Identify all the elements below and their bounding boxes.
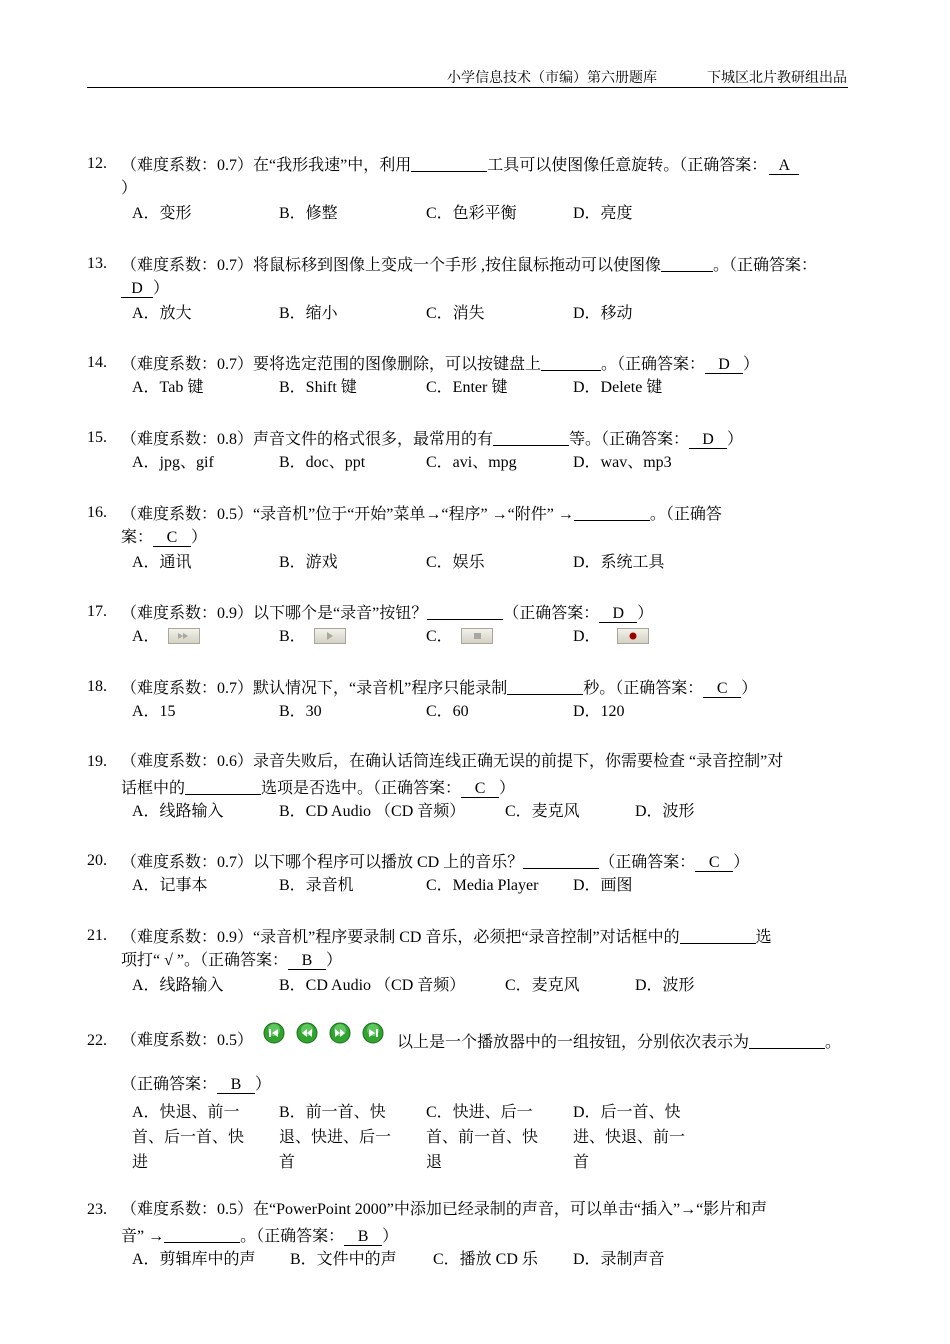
- correct-answer: C: [703, 680, 741, 698]
- correct-answer: A: [769, 157, 799, 175]
- option-b: B．缩小: [279, 305, 338, 322]
- option-d: D．120: [573, 703, 625, 720]
- answer-blank: [541, 353, 601, 371]
- option-c: C．麦克风: [505, 803, 580, 820]
- fast-forward-icon: [168, 628, 200, 644]
- option-d: D．移动: [573, 305, 633, 322]
- page-header: [87, 67, 848, 88]
- answer-blank: [427, 602, 503, 620]
- stop-icon: [461, 628, 493, 644]
- question-21-text: （难度系数：0.9）“录音机”程序要录制 CD 音乐，必须把“录音控制”对话框中的 选: [121, 926, 772, 948]
- question-number: 23.: [87, 1201, 107, 1218]
- question-21-line2: 项打“ √ ”。（正确答案： B ）: [121, 952, 343, 969]
- answer-blank: [523, 851, 599, 869]
- answer-blank: [164, 1225, 240, 1243]
- option-d: D．波形: [635, 803, 695, 820]
- option-d: D．系统工具: [573, 554, 665, 571]
- option-a: A．快退、前一 首、后一首、快 进: [132, 1104, 245, 1171]
- option-c: C．麦克风: [505, 977, 580, 994]
- option-c: C．快进、后一 首、前一首、快 退: [426, 1104, 539, 1171]
- option-d: D．wav、mp3: [573, 454, 672, 471]
- option-c: C．播放 CD 乐: [433, 1251, 538, 1268]
- question-number: 15.: [87, 429, 107, 446]
- option-a: A．: [132, 627, 200, 647]
- correct-answer: D: [705, 356, 743, 374]
- skip-forward-icon: [362, 1022, 384, 1044]
- question-18-text: （难度系数：0.7）默认情况下，“录音机”程序只能录制 秒。（正确答案： C ）: [121, 677, 757, 699]
- option-b: B．doc、ppt: [279, 454, 366, 471]
- option-d: D．: [573, 627, 649, 647]
- option-b: B．文件中的声: [290, 1251, 397, 1268]
- question-12-text: （难度系数：0.7）在“我形我速”中，利用 工具可以使图像任意旋转。（正确答案： A: [121, 154, 799, 176]
- question-number: 21.: [87, 927, 107, 944]
- question-12-close: ）: [121, 180, 138, 197]
- option-b: B．Shift 键: [279, 379, 357, 396]
- option-c: C．色彩平衡: [426, 205, 517, 222]
- option-d: D．画图: [573, 877, 633, 894]
- option-a: A．放大: [132, 305, 192, 322]
- correct-answer: D: [121, 280, 153, 298]
- question-number: 14.: [87, 354, 107, 371]
- question-22-prefix: （难度系数：0.5）: [121, 1032, 254, 1049]
- answer-blank: [574, 503, 650, 521]
- answer-blank: [661, 254, 713, 272]
- header-title: 小学信息技术（市编）第六册题库: [447, 71, 657, 86]
- option-a: A．Tab 键: [132, 379, 204, 396]
- question-number: 16.: [87, 504, 107, 521]
- correct-answer: D: [599, 605, 637, 623]
- option-d: D．录制声音: [573, 1251, 665, 1268]
- option-b: B．前一首、快 退、快进、后一 首: [279, 1104, 392, 1171]
- option-b: B．30: [279, 703, 322, 720]
- question-number: 22.: [87, 1032, 107, 1049]
- question-number: 12.: [87, 155, 107, 172]
- option-b: B．修整: [279, 205, 338, 222]
- option-a: A．通讯: [132, 554, 192, 571]
- option-c: C．avi、mpg: [426, 454, 517, 471]
- option-d: D．后一首、快 进、快退、前一 首: [573, 1104, 686, 1171]
- correct-answer: C: [461, 780, 499, 798]
- option-b: B．CD Audio （CD 音频）: [279, 803, 466, 820]
- record-icon: [617, 628, 649, 644]
- question-number: 20.: [87, 852, 107, 869]
- question-19-text: （难度系数：0.6）录音失败后，在确认话筒连线正确无误的前提下，你需要检查 “录音控制”对: [121, 753, 784, 770]
- option-c: C．60: [426, 703, 469, 720]
- question-14-text: （难度系数：0.7）要将选定范围的图像删除，可以按键盘上 。（正确答案： D ）: [121, 353, 759, 375]
- question-16-answer: 案： C ）: [121, 529, 208, 546]
- play-icon: [314, 628, 346, 644]
- option-a: A．线路输入: [132, 803, 224, 820]
- option-b: B．游戏: [279, 554, 338, 571]
- fast-forward-icon: [329, 1022, 351, 1044]
- option-b: B．录音机: [279, 877, 354, 894]
- option-a: A．线路输入: [132, 977, 224, 994]
- question-15-text: （难度系数：0.8）声音文件的格式很多，最常用的有 等。（正确答案： D ）: [121, 428, 743, 450]
- option-a: A．变形: [132, 205, 192, 222]
- question-number: 18.: [87, 678, 107, 695]
- option-a: A．jpg、gif: [132, 454, 214, 471]
- option-c: C．Media Player: [426, 877, 539, 894]
- question-number: 17.: [87, 603, 107, 620]
- correct-answer: C: [153, 529, 191, 547]
- question-17-text: （难度系数：0.9）以下哪个是“录音”按钮？ （正确答案： D ）: [121, 602, 653, 624]
- question-23-text: （难度系数：0.5）在“PowerPoint 2000”中添加已经录制的声音，可以单击“插入”→“影片和声: [121, 1201, 768, 1218]
- option-b: B．: [279, 627, 346, 647]
- answer-blank: [680, 926, 756, 944]
- question-13-answer: D ）: [121, 279, 169, 299]
- question-20-text: （难度系数：0.7）以下哪个程序可以播放 CD 上的音乐？ （正确答案： C ）: [121, 851, 749, 873]
- correct-answer: B: [217, 1076, 255, 1094]
- option-c: C．消失: [426, 305, 485, 322]
- option-c: C．娱乐: [426, 554, 485, 571]
- answer-blank: [185, 777, 261, 795]
- correct-answer: C: [695, 854, 733, 872]
- option-b: B．CD Audio （CD 音频）: [279, 977, 466, 994]
- option-d: D．Delete 键: [573, 379, 663, 396]
- header-publisher: 下城区北片教研组出品: [707, 71, 847, 86]
- answer-blank: [411, 154, 487, 172]
- question-16-text: （难度系数：0.5）“录音机”位于“开始”菜单→“程序” →“附件” → 。（正确答: [121, 503, 722, 525]
- question-19-line2: 话框中的 选项是否选中。（正确答案： C ）: [121, 777, 515, 799]
- option-d: D．亮度: [573, 205, 633, 222]
- question-22-text: 以上是一个播放器中的一组按钮，分别依次表示为 。: [397, 1031, 841, 1053]
- question-13-text: （难度系数：0.7）将鼠标移到图像上变成一个手形 ,按住鼠标拖动可以使图像 。（正确答案：: [121, 254, 817, 276]
- correct-answer: B: [288, 952, 326, 970]
- answer-blank: [493, 428, 569, 446]
- skip-back-icon: [263, 1022, 285, 1044]
- option-c: C．Enter 键: [426, 379, 508, 396]
- option-d: D．波形: [635, 977, 695, 994]
- correct-answer: B: [344, 1228, 382, 1246]
- rewind-icon: [296, 1022, 318, 1044]
- option-a: A．15: [132, 703, 176, 720]
- option-a: A．剪辑库中的声: [132, 1251, 256, 1268]
- question-number: 19.: [87, 753, 107, 770]
- option-a: A．记事本: [132, 877, 208, 894]
- answer-blank: [507, 677, 583, 695]
- question-22-answer: （正确答案： B ）: [121, 1076, 272, 1093]
- answer-blank: [749, 1031, 825, 1049]
- correct-answer: D: [689, 431, 727, 449]
- question-23-line2: 音” → 。（正确答案： B ）: [121, 1225, 398, 1247]
- option-c: C．: [426, 627, 493, 647]
- question-number: 13.: [87, 255, 107, 272]
